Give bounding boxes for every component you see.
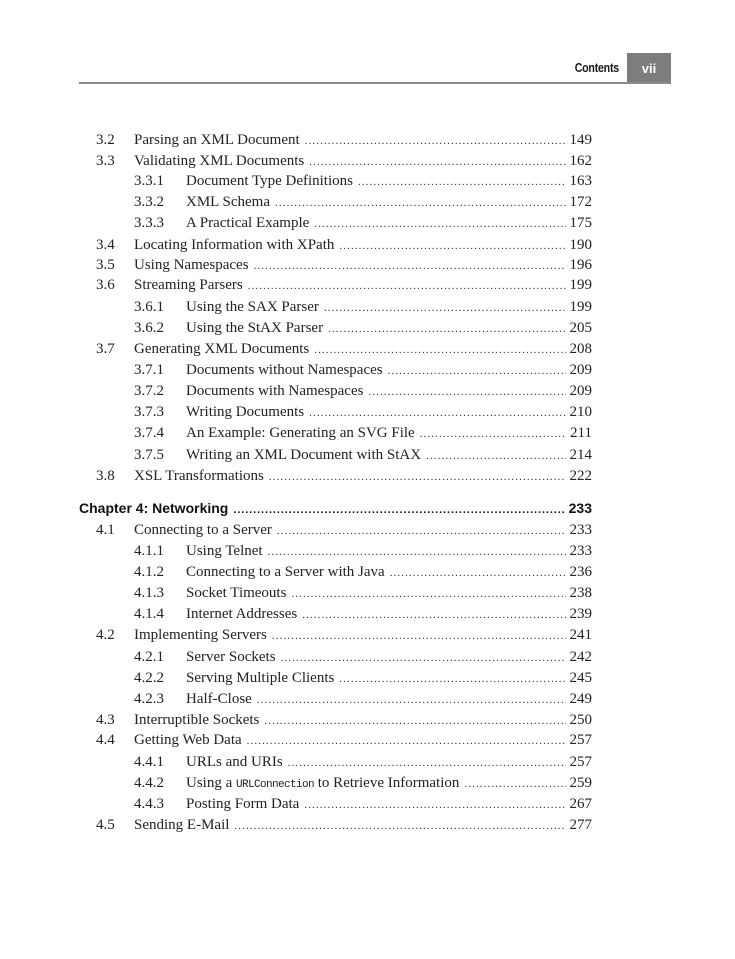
toc-entry-body (186, 318, 592, 339)
header-rule (79, 82, 671, 84)
toc-entry-body (186, 192, 592, 213)
toc-entry-title-text: Serving Multiple Clients (186, 670, 335, 686)
toc-entry-body (186, 604, 592, 625)
toc-entry-body (186, 445, 592, 466)
toc-entry[interactable] (0, 562, 735, 582)
toc-entry-number: 3.2 (96, 132, 115, 148)
toc-entry-body (186, 541, 592, 562)
toc-entry-page-number: 245 (569, 670, 592, 686)
toc-entry-title-text: Implementing Servers (134, 627, 267, 643)
dot-leader (426, 446, 565, 466)
toc-entry-page-number: 163 (569, 173, 592, 189)
toc-entry-title-text: Socket Timeouts (186, 585, 287, 601)
toc-entry-title (186, 402, 304, 422)
toc-entry-title (186, 381, 363, 401)
toc-entry-page-number: 233 (568, 500, 592, 516)
toc-entry-body (186, 583, 592, 604)
toc-entry-number: 4.1.4 (134, 606, 164, 622)
toc-entry-title-text: Locating Information with XPath (134, 237, 335, 253)
dot-leader (339, 669, 565, 689)
toc-entry-body (134, 130, 592, 151)
toc-entry-title-text: Chapter 4: Networking (79, 500, 229, 516)
dot-leader (268, 542, 566, 562)
toc-entry-title-text: Interruptible Sockets (134, 712, 260, 728)
toc-entry-page-number: 233 (569, 522, 592, 538)
toc-entry-title-text: Posting Form Data (186, 796, 300, 812)
toc-entry-title (134, 275, 243, 295)
toc-entry-body (186, 647, 592, 668)
dot-leader (314, 340, 565, 360)
toc-entry-page-number: 267 (569, 796, 592, 812)
dot-leader (302, 605, 565, 625)
toc-entry-title-text: Writing Documents (186, 404, 305, 420)
toc-entry-title-text: XSL Transformations (134, 468, 264, 484)
toc-entry-body (134, 466, 592, 487)
toc-entry-number: 4.4.3 (134, 796, 164, 812)
toc-entry-number: 3.3.1 (134, 173, 164, 189)
toc-entry-body (186, 297, 592, 318)
toc-entry-number: 3.5 (96, 257, 115, 273)
toc-entry-page-number: 175 (569, 215, 592, 231)
toc-entry-number: 3.7.3 (134, 404, 164, 420)
toc-entry-body (186, 562, 592, 583)
toc-entry-title-text: Validating XML Documents (134, 153, 305, 169)
toc-entry[interactable] (0, 752, 735, 772)
dot-leader (309, 152, 565, 172)
toc-entry-title-text: Documents with Namespaces (186, 383, 364, 399)
toc-entry[interactable] (0, 297, 735, 317)
toc-entry-page-number: 222 (569, 468, 592, 484)
toc-entry-body (186, 752, 592, 773)
toc-entry[interactable] (0, 794, 735, 814)
toc-entry-title-text: Streaming Parsers (134, 277, 243, 293)
dot-leader (288, 753, 566, 773)
toc-entry-body (186, 381, 592, 402)
toc-entry-title (186, 297, 319, 317)
toc-entry-page-number: 236 (569, 564, 592, 580)
toc-entry-page-number: 238 (569, 585, 592, 601)
toc-entry[interactable] (0, 213, 735, 233)
toc-entry-number: 3.7.2 (134, 383, 164, 399)
toc-entry-title (186, 318, 323, 338)
toc-entry-body (134, 151, 592, 172)
dot-leader (388, 361, 566, 381)
toc-entry-body (186, 171, 592, 192)
toc-entry-title-text: A Practical Example (186, 215, 310, 231)
toc-entry-title (134, 520, 272, 540)
toc-entry-number: 3.7.1 (134, 362, 164, 378)
toc-entry-body (186, 402, 592, 423)
toc-entry-body (186, 773, 592, 795)
toc-entry-page-number: 239 (569, 606, 592, 622)
dot-leader (233, 500, 564, 520)
toc-entry-page-number: 209 (569, 362, 592, 378)
toc-entry-title-text: to Retrieve Information (317, 775, 460, 791)
toc-entry-body (134, 339, 592, 360)
dot-leader (328, 319, 565, 339)
toc-entry-title (186, 647, 276, 667)
toc-entry[interactable] (0, 710, 735, 730)
toc-entry-number: 4.2.3 (134, 691, 164, 707)
toc-entry-title (134, 151, 304, 171)
dot-leader (254, 256, 566, 276)
dot-leader (464, 774, 565, 794)
toc-entry-page-number: 196 (569, 257, 592, 273)
dot-leader (264, 711, 565, 731)
dot-leader (309, 403, 565, 423)
toc-entry-number: 4.2.1 (134, 649, 164, 665)
toc-entry[interactable] (0, 689, 735, 709)
toc-entry-number: 3.6.2 (134, 320, 164, 336)
toc-entry[interactable] (0, 541, 735, 561)
dot-leader (247, 731, 566, 751)
dot-leader (269, 467, 566, 487)
toc-entry-number: 4.1.1 (134, 543, 164, 559)
toc-entry-title (134, 130, 300, 150)
toc-entry[interactable] (0, 151, 735, 171)
toc-entry[interactable] (0, 171, 735, 191)
dot-leader (390, 563, 566, 583)
toc-entry-title (186, 192, 270, 212)
toc-entry-page-number: 162 (569, 153, 592, 169)
toc-entry[interactable] (0, 235, 735, 255)
toc-entry-number: 3.6.1 (134, 299, 164, 315)
toc-entry-title-text: Writing an XML Document with StAX (186, 447, 422, 463)
dot-leader (305, 131, 566, 151)
toc-entry-code: URLConnection (236, 779, 315, 791)
toc-entry-page-number: 190 (569, 237, 592, 253)
toc-entry-title (134, 339, 309, 359)
toc-entry-title-text: Half-Close (186, 691, 252, 707)
toc-entry-number: 4.2 (96, 627, 115, 643)
toc-entry-title-text: Sending E-Mail (134, 817, 230, 833)
toc-entry-title-text: Server Sockets (186, 649, 276, 665)
toc-entry-title (186, 213, 309, 233)
toc-entry-title (186, 689, 252, 709)
toc-entry[interactable] (0, 773, 735, 793)
toc-entry-number: 3.7 (96, 341, 115, 357)
toc-entry-number: 4.3 (96, 712, 115, 728)
toc-entry-title (134, 730, 242, 750)
toc-entry[interactable] (0, 625, 735, 645)
toc-entry-number: 4.2.2 (134, 670, 164, 686)
toc-entry-number: 4.4.2 (134, 775, 164, 791)
toc-entry-page-number: 199 (569, 299, 592, 315)
toc-entry[interactable] (0, 423, 735, 443)
toc-entry-title (134, 710, 259, 730)
dot-leader (277, 521, 566, 541)
toc-entry-title-text: Using a (186, 775, 233, 791)
toc-entry[interactable] (0, 815, 735, 835)
toc-entry-title (134, 815, 229, 835)
toc-entry-title-text: Connecting to a Server with Java (186, 564, 385, 580)
toc-entry[interactable] (0, 520, 735, 540)
toc-entry[interactable] (0, 339, 735, 359)
toc-entry-title-text: XML Schema (186, 194, 271, 210)
toc-entry-body (186, 360, 592, 381)
toc-entry[interactable] (0, 445, 735, 465)
toc-entry-page-number: 172 (569, 194, 592, 210)
toc-entry-title-text: Document Type Definitions (186, 173, 353, 189)
toc-entry-page-number: 259 (569, 775, 592, 791)
toc-entry[interactable] (0, 583, 735, 603)
toc-entry-page-number: 233 (569, 543, 592, 559)
toc-entry-number: 4.1.2 (134, 564, 164, 580)
toc-entry-title (186, 668, 334, 688)
dot-leader (314, 214, 565, 234)
running-header (79, 53, 671, 84)
toc-entry-title-text: Using Namespaces (134, 257, 249, 273)
toc-entry-body (186, 213, 592, 234)
toc-entry-title (186, 604, 297, 624)
toc-entry[interactable] (0, 275, 735, 295)
toc-entry-page-number: 149 (569, 132, 592, 148)
toc-entry-title (186, 583, 286, 603)
toc-entry-page-number: 199 (569, 277, 592, 293)
dot-leader (324, 298, 566, 318)
toc-entry[interactable] (0, 647, 735, 667)
dot-leader (358, 172, 566, 192)
toc-entry-title (134, 255, 249, 275)
toc-entry-number: 4.1 (96, 522, 115, 538)
toc-entry-title (79, 498, 228, 518)
toc-entry-body (134, 275, 592, 296)
toc-entry-title-text: Using the StAX Parser (186, 320, 324, 336)
toc-entry-number: 3.3.2 (134, 194, 164, 210)
toc-entry-page-number: 214 (569, 447, 592, 463)
toc-entry-title-text: URLs and URIs (186, 754, 283, 770)
dot-leader (257, 690, 566, 710)
toc-entry-page-number: 249 (569, 691, 592, 707)
toc-entry-page-number: 277 (569, 817, 592, 833)
toc-entry-title (186, 423, 415, 443)
toc-entry-body (186, 689, 592, 710)
toc-entry[interactable] (0, 466, 735, 486)
toc-entry-page-number: 257 (569, 732, 592, 748)
dot-leader (275, 193, 565, 213)
toc-entry-body (186, 794, 592, 815)
toc-entry-page-number: 257 (569, 754, 592, 770)
toc-entry-title (186, 752, 283, 772)
toc-entry-page-number: 241 (569, 627, 592, 643)
dot-leader (368, 382, 565, 402)
toc-entry-title (186, 360, 383, 380)
toc-entry-title-text: Getting Web Data (134, 732, 242, 748)
header-section-title: Contents (574, 60, 619, 75)
toc-chapter-entry[interactable] (0, 498, 735, 518)
dot-leader (339, 236, 565, 256)
toc-entry-page-number: 208 (569, 341, 592, 357)
toc-entry-body (134, 520, 592, 541)
dot-leader (420, 424, 566, 444)
toc-entry-title (186, 541, 263, 561)
toc-entry-number: 3.4 (96, 237, 115, 253)
toc-entry-title-text: Parsing an XML Document (134, 132, 300, 148)
dot-leader (291, 584, 565, 604)
toc-entry[interactable] (0, 255, 735, 275)
toc-entry-title (134, 625, 267, 645)
toc-entry-body (134, 815, 592, 836)
toc-entry-number: 3.7.5 (134, 447, 164, 463)
toc-entry-body (134, 730, 592, 751)
toc-entry-title-text: Documents without Namespaces (186, 362, 383, 378)
toc-entry-number: 4.5 (96, 817, 115, 833)
toc-entry-body (134, 625, 592, 646)
toc-entry[interactable] (0, 730, 735, 750)
toc-entry[interactable] (0, 318, 735, 338)
dot-leader (304, 795, 565, 815)
toc-entry-title (186, 171, 353, 191)
toc-entry[interactable] (0, 381, 735, 401)
toc-entry[interactable] (0, 402, 735, 422)
toc-entry-body (134, 255, 592, 276)
toc-entry-body (186, 668, 592, 689)
toc-entry-body (79, 498, 592, 520)
toc-entry[interactable] (0, 360, 735, 380)
toc-entry-number: 3.6 (96, 277, 115, 293)
dot-leader (248, 276, 566, 296)
toc-entry-number: 3.3.3 (134, 215, 164, 231)
toc-entry-title (134, 466, 264, 486)
dot-leader (281, 648, 566, 668)
toc-entry-title (186, 794, 299, 814)
toc-entry-title (186, 773, 459, 795)
toc-entry-page-number: 205 (569, 320, 592, 336)
toc-entry-title (134, 235, 334, 255)
toc-entry-title-text: Generating XML Documents (134, 341, 310, 357)
toc-entry-title-text: Internet Addresses (186, 606, 298, 622)
dot-leader (272, 626, 566, 646)
toc-entry-body (134, 235, 592, 256)
toc-entry-number: 4.4.1 (134, 754, 164, 770)
toc-entry-page-number: 211 (570, 425, 592, 441)
toc-entry[interactable] (0, 604, 735, 624)
toc-entry-title (186, 562, 385, 582)
header-page-number: vii (627, 53, 671, 84)
toc-entry-title (186, 445, 421, 465)
toc-entry-number: 3.8 (96, 468, 115, 484)
toc-entry-page-number: 242 (569, 649, 592, 665)
toc-entry-title-text: Connecting to a Server (134, 522, 272, 538)
toc-entry-number: 3.7.4 (134, 425, 164, 441)
toc-entry-body (186, 423, 592, 444)
toc-entry-title-text: Using the SAX Parser (186, 299, 319, 315)
toc-entry-number: 3.3 (96, 153, 115, 169)
toc-entry-page-number: 250 (569, 712, 592, 728)
toc-entry-body (134, 710, 592, 731)
dot-leader (234, 816, 565, 836)
toc-entry-title-text: Using Telnet (186, 543, 263, 559)
toc-entry-title-text: An Example: Generating an SVG File (186, 425, 415, 441)
toc-entry[interactable] (0, 192, 735, 212)
toc-entry[interactable] (0, 668, 735, 688)
toc-entry-page-number: 210 (569, 404, 592, 420)
toc-entry[interactable] (0, 130, 735, 150)
toc-entry-number: 4.1.3 (134, 585, 164, 601)
toc-entry-page-number: 209 (569, 383, 592, 399)
toc-entry-number: 4.4 (96, 732, 115, 748)
